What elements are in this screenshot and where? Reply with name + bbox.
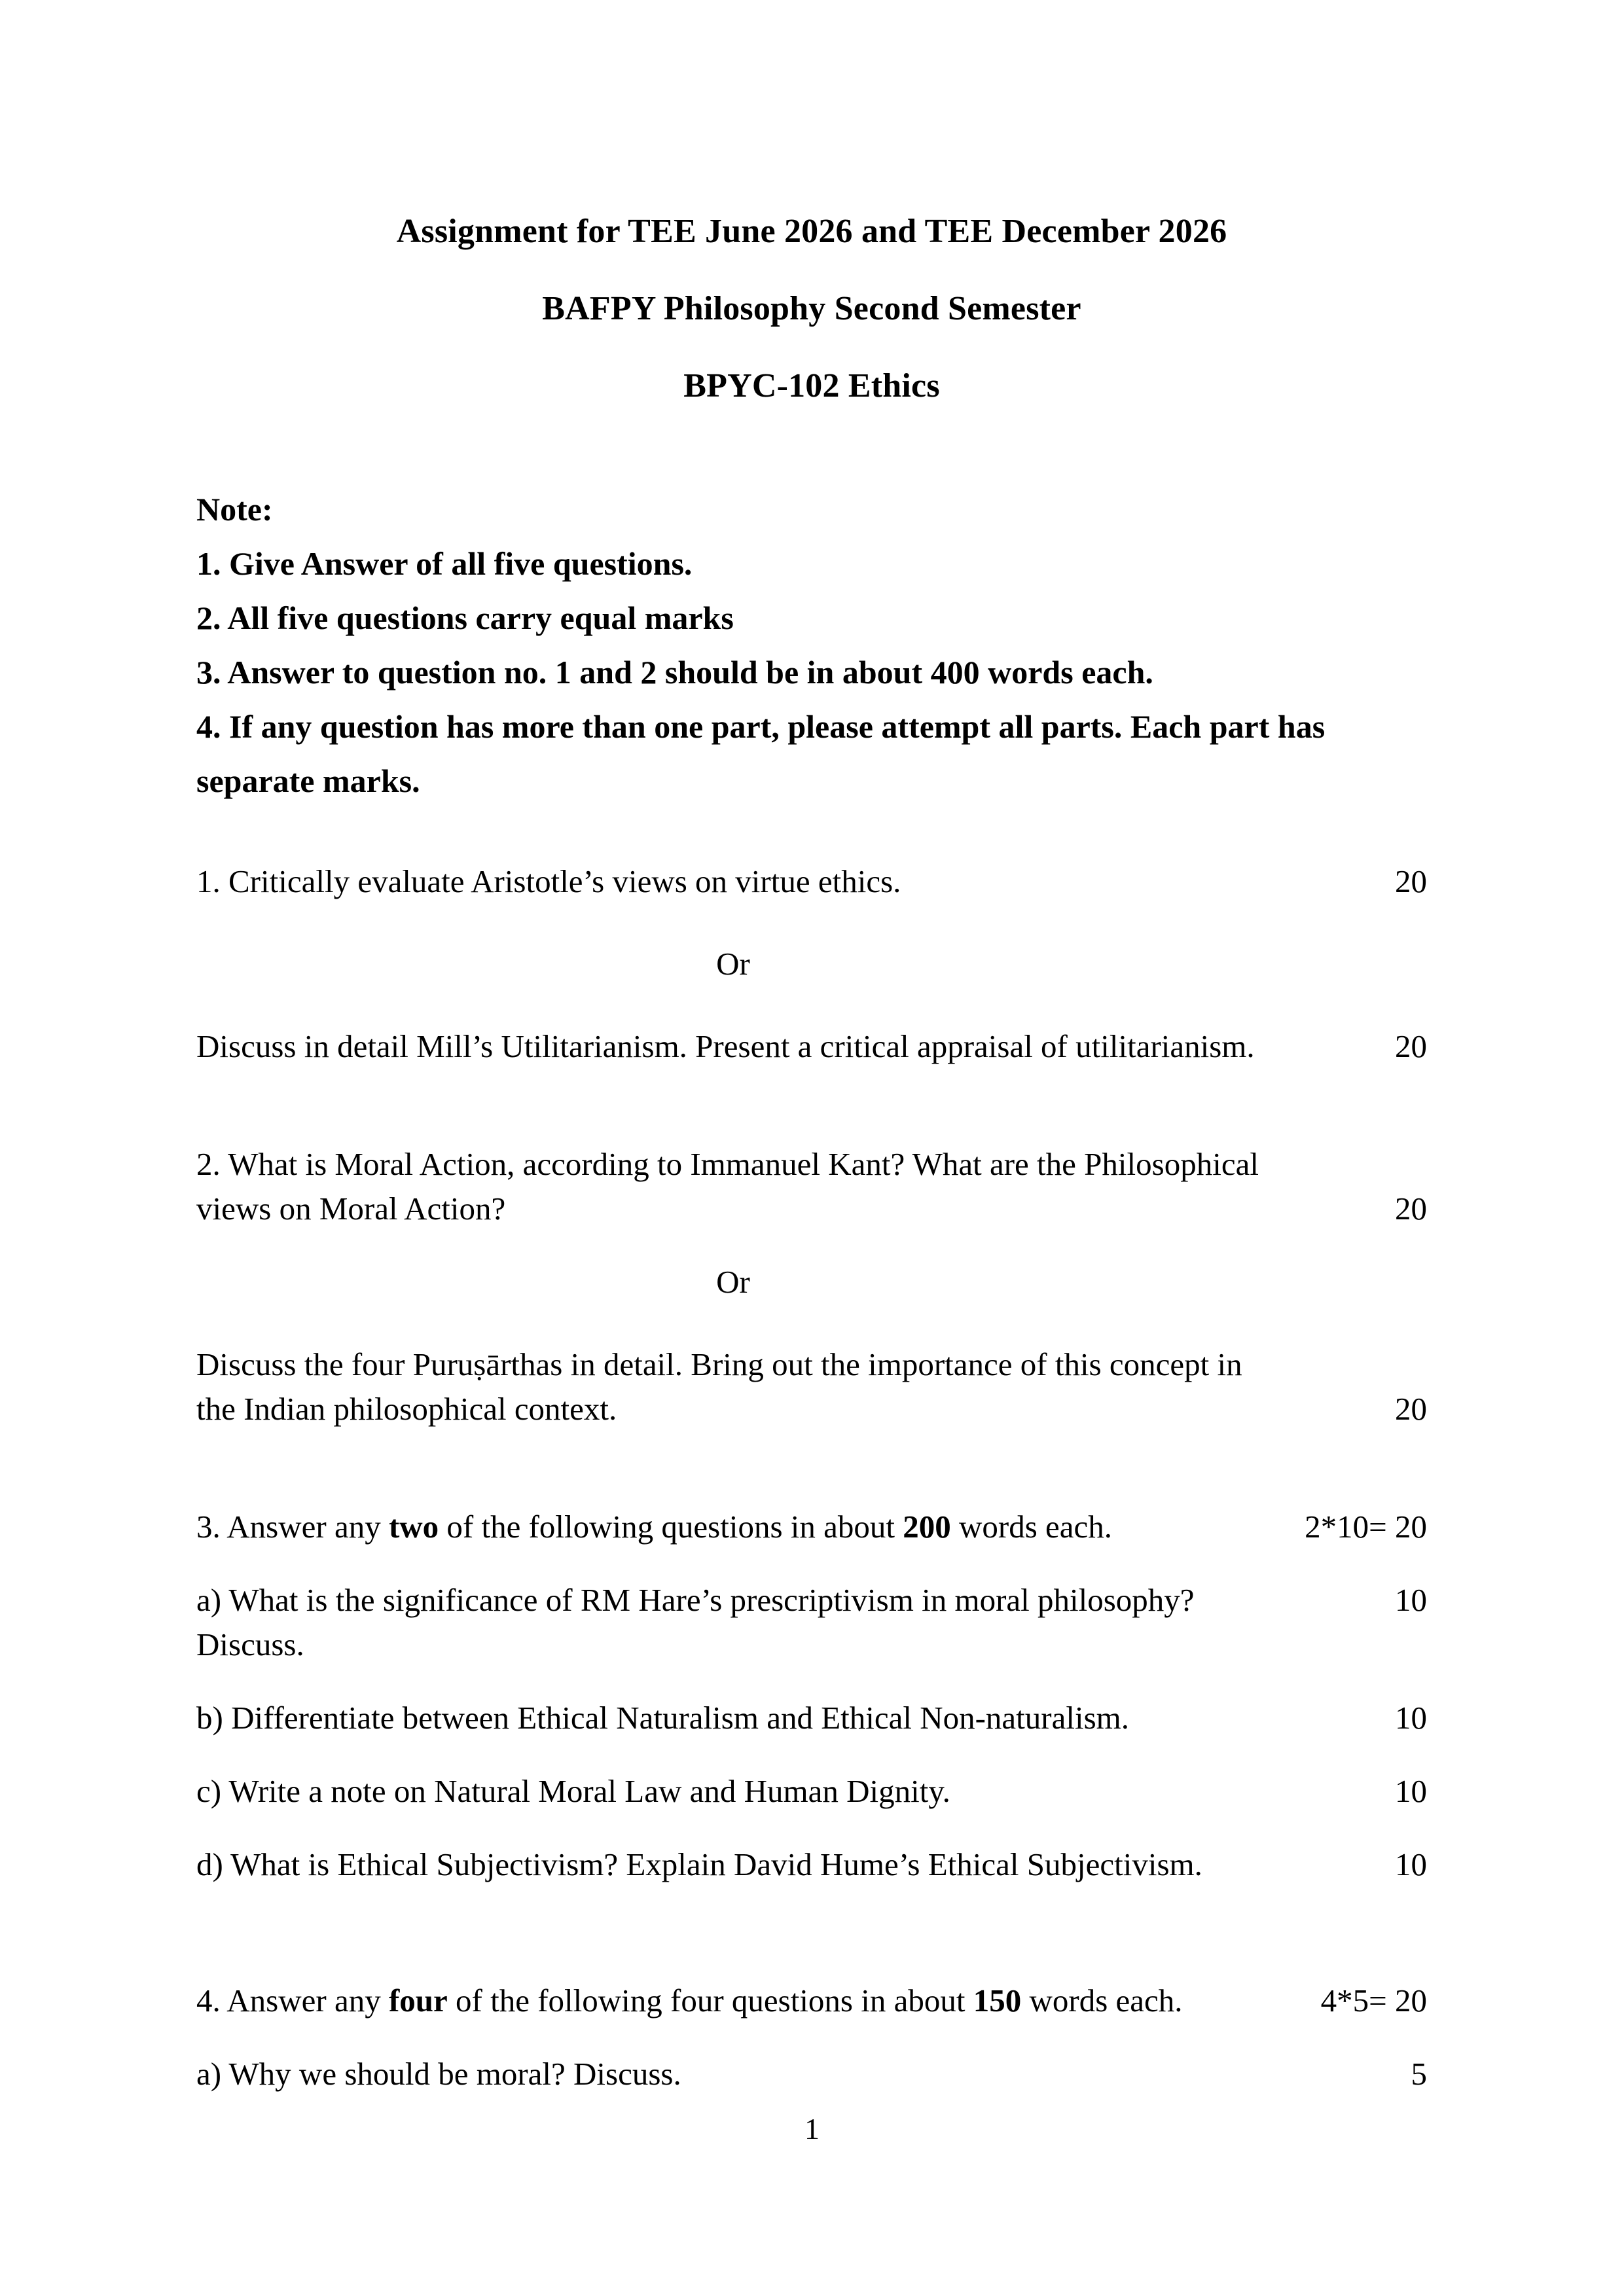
questions-list [196, 859, 1427, 2096]
question-marks: 20 [1395, 863, 1427, 899]
note-block [196, 482, 1427, 808]
note-item: 2. All five questions carry equal marks [196, 600, 734, 636]
title-block [196, 0, 1427, 425]
question-marks: 10 [1395, 1773, 1427, 1809]
spacer [196, 1231, 1427, 1260]
emphasis-text: four [388, 1982, 448, 2018]
note-item: 3. Answer to question no. 1 and 2 should be in about 400 words each. [196, 654, 1153, 691]
question-row [196, 1142, 1427, 1231]
spacer [196, 1549, 1427, 1578]
question-text [196, 1505, 1112, 1549]
question-marks: 20 [1395, 1391, 1427, 1427]
note-item: 1. Give Answer of all five questions. [196, 545, 693, 582]
question-row [196, 1505, 1427, 1549]
question-marks: 20 [1395, 1191, 1427, 1227]
question-text: Discuss the four Puruṣārthas in detail. Bring out the importance of this concept in the Indian philosophical context. [196, 1346, 1242, 1427]
question-marks: 10 [1395, 1700, 1427, 1736]
spacer [196, 1304, 1427, 1342]
question-row [196, 1696, 1427, 1740]
spacer [196, 904, 1427, 942]
question-row [196, 1769, 1427, 1814]
question-row [196, 2052, 1427, 2096]
emphasis-text: 200 [903, 1509, 951, 1545]
question-row [196, 1024, 1427, 1069]
question-marks: 20 [1395, 1028, 1427, 1064]
page-title-line-1: Assignment for TEE June 2026 and TEE December 2026 [396, 213, 1227, 250]
spacer [196, 1814, 1427, 1842]
question-text: 2. What is Moral Action, according to Immanuel Kant? What are the Philosophical views on Moral Action? [196, 1146, 1259, 1227]
page-title-line-2: BAFPY Philosophy Second Semester [542, 290, 1081, 327]
question-marks: 10 [1395, 1846, 1427, 1882]
or-separator: Or [716, 1264, 750, 1300]
question-text: a) Why we should be moral? Discuss. [196, 2056, 681, 2092]
page-title-line-3: BPYC-102 Ethics [683, 367, 940, 404]
question-row [196, 1842, 1427, 1887]
plain-text: 4. Answer any [196, 1982, 389, 2018]
question-text: Discuss in detail Mill’s Utilitarianism. Present a critical appraisal of utilitarianism. [196, 1028, 1255, 1064]
spacer [196, 1950, 1427, 1979]
question-marks: 10 [1395, 1582, 1427, 1618]
question-marks: 2*10= 20 [1305, 1509, 1427, 1545]
page-number: 1 [804, 2112, 820, 2145]
plain-text: 3. Answer any [196, 1509, 389, 1545]
note-heading: Note: [196, 491, 273, 528]
question-text: a) What is the significance of RM Hare’s prescriptivism in moral philosophy? Discuss. [196, 1582, 1195, 1662]
spacer [196, 1667, 1427, 1696]
question-text: c) Write a note on Natural Moral Law and Human Dignity. [196, 1773, 950, 1809]
note-item: 4. If any question has more than one part, please attempt all parts. Each part has separate marks. [196, 708, 1326, 799]
plain-text: of the following questions in about [439, 1509, 903, 1545]
spacer [196, 1887, 1427, 1950]
emphasis-text: two [388, 1509, 439, 1545]
question-text: d) What is Ethical Subjectivism? Explain David Hume’s Ethical Subjectivism. [196, 1846, 1202, 1882]
plain-text: words each. [950, 1509, 1113, 1545]
question-row [196, 1979, 1427, 2023]
spacer [196, 1431, 1427, 1505]
or-separator: Or [716, 946, 750, 982]
question-text: b) Differentiate between Ethical Naturalism and Ethical Non-naturalism. [196, 1700, 1130, 1736]
spacer [196, 1069, 1427, 1142]
question-row [196, 859, 1427, 904]
question-text: 1. Critically evaluate Aristotle’s views on virtue ethics. [196, 863, 901, 899]
question-text [196, 1979, 1183, 2023]
question-row [196, 1578, 1427, 1667]
question-marks: 5 [1411, 2056, 1427, 2092]
plain-text: of the following four questions in about [447, 1982, 973, 2018]
spacer [196, 986, 1427, 1024]
question-marks: 4*5= 20 [1320, 1982, 1427, 2018]
spacer [196, 2023, 1427, 2052]
plain-text: words each. [1021, 1982, 1183, 2018]
emphasis-text: 150 [973, 1982, 1022, 2018]
spacer [196, 1740, 1427, 1769]
question-row [196, 1342, 1427, 1431]
page-content [196, 0, 1427, 2096]
